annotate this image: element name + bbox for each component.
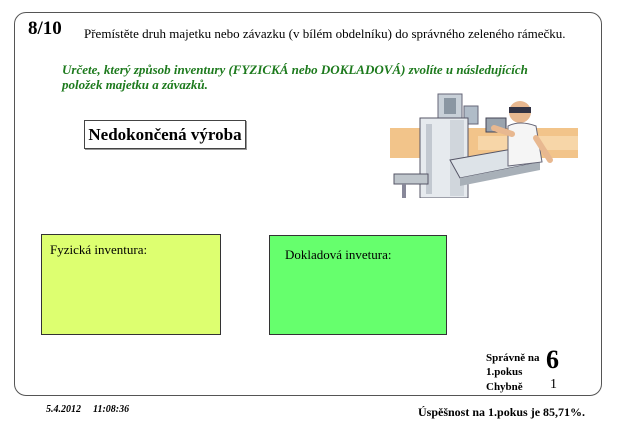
- instruction-text: Přemístěte druh majetku nebo závazku (v bílém obdelníku) do správného zeleného rámečku.: [84, 26, 566, 41]
- subinstruction-text: Určete, který způsob inventury (FYZICKÁ nebo DOKLADOVÁ) zvolíte u následujících položek majetku a závazků.: [62, 62, 528, 92]
- drop-box-physical[interactable]: [41, 234, 221, 335]
- factory-worker-icon: [390, 90, 578, 198]
- drop-box-documentary[interactable]: [269, 235, 447, 335]
- wrong-count: 1: [550, 377, 557, 392]
- success-rate-text: Úspěšnost na 1.pokus je 85,71%.: [418, 405, 586, 419]
- correct-label: Správně na 1.pokus: [486, 352, 540, 378]
- drop-box-physical-label: Fyzická inventura:: [50, 242, 148, 257]
- correct-count: 6: [546, 345, 559, 374]
- draggable-item[interactable]: Nedokončená výroba: [84, 120, 246, 149]
- footer-date: 5.4.2012: [46, 404, 81, 415]
- question-counter: 8/10: [28, 18, 62, 39]
- footer-timestamp: [46, 404, 129, 415]
- wrong-label: Chybně: [486, 381, 523, 393]
- footer-time: 11:08:36: [93, 404, 130, 415]
- drop-box-documentary-label: Dokladová invetura:: [285, 247, 392, 262]
